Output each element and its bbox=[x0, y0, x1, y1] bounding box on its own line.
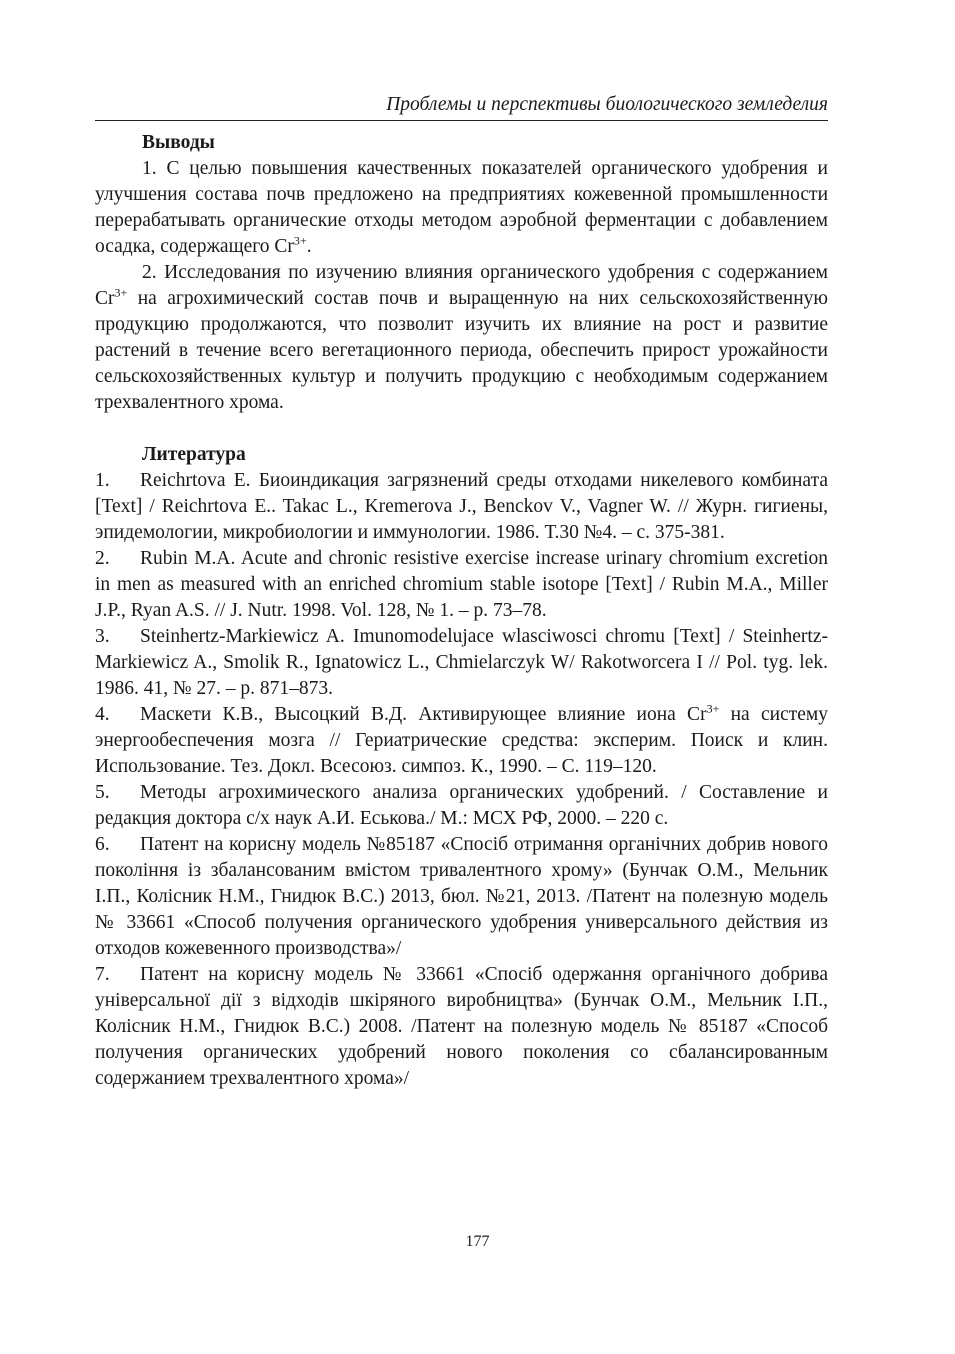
conclusion-1-text: 1. С целью повышения качественных показателей органического удобрения и улучшения состава почв предложено на предприятиях кожевенной промышленности перерабатывать органические отходы методом аэробной ферментации с добавлением осадка, содержащего Cr bbox=[95, 158, 828, 257]
reference-text-a: Маскети К.В., Высоцкий В.Д. Активирующее влияние иона Cr bbox=[140, 704, 707, 725]
conclusion-1-end: . bbox=[306, 236, 312, 257]
running-title: Проблемы и перспективы биологического земледелия bbox=[95, 92, 828, 121]
reference-number: 1. bbox=[95, 470, 110, 491]
superscript-charge: 3+ bbox=[114, 285, 128, 300]
reference-text: Reichrtova E. Биоиндикация загрязнений среды отходами никелевого комбината [Text] / Reichrtova E.. Takac L., Kremerova J., Benckov V., Vagner W. // Журн. гигиены, эпидемологии, микробиологии и иммунологии. 1986. Т.30 №4. – с. 375-381. bbox=[95, 470, 828, 543]
reference-number: 2. bbox=[95, 548, 110, 569]
reference-text: Патент на корисну модель №85187 «Спосіб отримання органічних добрив нового покоління із збалансованим вмістом тривалентного хрому» (Бунчак О.М., Мельник І.П., Колісник Н.М., Гнидюк В.С.) 2013, бюл. №21, 2013. /Патент на полезную модель № 33661 «Способ получения органического удобрения универсального действия из отходов кожевенного производства»/ bbox=[95, 834, 828, 959]
reference-item-2 bbox=[95, 546, 828, 624]
reference-item-5 bbox=[95, 780, 828, 832]
reference-number: 6. bbox=[95, 834, 110, 855]
reference-text-b: на систему энергообеспечения мозга // Гериатрические средства: эксперим. Поиск и клин. Использование. Тез. Докл. Всесоюз. симпоз. К., 1990. – С. 119–120. bbox=[95, 704, 828, 777]
conclusion-2-text-a: 2. Исследования по изучению влияния органического удобрения с содержанием Cr bbox=[95, 262, 828, 309]
reference-number: 3. bbox=[95, 626, 110, 647]
reference-item-3 bbox=[95, 624, 828, 702]
reference-text: Методы агрохимического анализа органических удобрений. / Составление и редакция доктора с/х наук А.И. Еськова./ М.: МСХ РФ, 2000. – 220 с. bbox=[95, 782, 828, 829]
reference-text: Rubin M.A. Acute and chronic resistive exercise increase urinary chromium excretion in men as measured with an enriched chromium stable isotope [Text] / Rubin M.A., Miller J.P., Ryan A.S. // J. Nutr. 1998. Vol. 128, № 1. – p. 73–78. bbox=[95, 548, 828, 621]
reference-text: Steinhertz-Markiewicz A. Imunomodelujace wlasciwosci chromu [Text] / Steinhertz-Markiewicz A., Smolik R., Ignatowicz L., Chmielarczyk W/ Rakotworcera I // Pol. tyg. lek. 1986. 41, № 27. – p. 871–873. bbox=[95, 626, 828, 699]
page-content bbox=[95, 130, 828, 1092]
page-number: 177 bbox=[465, 1233, 490, 1250]
superscript-charge: 3+ bbox=[293, 233, 307, 248]
reference-item-4 bbox=[95, 702, 828, 780]
reference-item-7 bbox=[95, 962, 828, 1092]
conclusions-heading: Выводы bbox=[142, 132, 215, 153]
superscript-charge: 3+ bbox=[706, 701, 720, 716]
reference-item-1 bbox=[95, 468, 828, 546]
reference-text: Патент на корисну модель № 33661 «Спосіб одержання органічного добрива універсальної дії з відходів шкіряного виробництва» (Бунчак О.М., Мельник І.П., Колісник Н.М., Гнидюк В.С.) 2008. /Патент на полезную модель № 85187 «Способ получения органических удобрений нового поколения со сбалансированным содержанием трехвалентного хрома»/ bbox=[95, 964, 828, 1089]
references-heading: Литература bbox=[142, 444, 246, 465]
reference-item-6 bbox=[95, 832, 828, 962]
reference-number: 4. bbox=[95, 704, 110, 725]
conclusion-paragraph-1 bbox=[95, 156, 828, 260]
reference-number: 5. bbox=[95, 782, 110, 803]
reference-number: 7. bbox=[95, 964, 110, 985]
conclusion-2-text-b: на агрохимический состав почв и выращенную на них сельскохозяйственную продукцию продолжаются, что позволит изучить их влияние на рост и развитие растений в течение всего вегетационного периода, обеспечить прирост урожайности сельскохозяйственных культур и получить продукцию с необходимым содержанием трехвалентного хрома. bbox=[95, 288, 828, 413]
section-gap bbox=[95, 416, 828, 442]
conclusion-paragraph-2 bbox=[95, 260, 828, 416]
